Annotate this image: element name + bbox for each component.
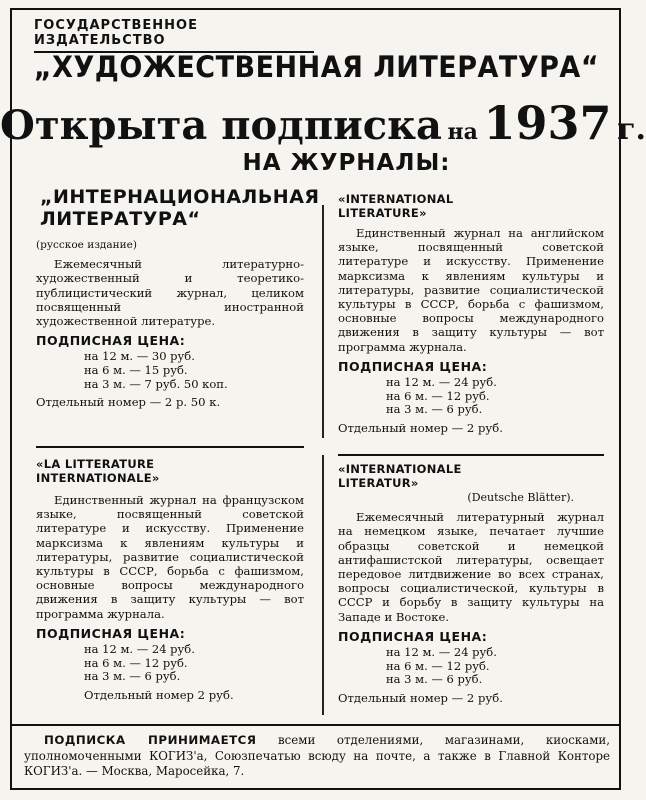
headline [0,96,646,150]
publisher-name: ГОСУДАРСТВЕННОЕ ИЗДАТЕЛЬСТВО [34,18,314,53]
footer-lead: ПОДПИСКА ПРИНИМАЕТСЯ [44,733,257,747]
price-heading: ПОДПИСНАЯ ЦЕНА: [338,628,488,644]
journal-description: Единственный журнал на французском языке, посвященный советской литературе и искусству. Применение марксизма к явлениям культуры и литературы, развитие социалистической культуры в СССР, борьба с фашизмом, основные вопросы международного движения в защиту культуры — вот программа журнала. [36,493,304,621]
journal-block [338,462,604,705]
single-issue-price: Отдельный номер 2 руб. [84,687,234,702]
price-heading: ПОДПИСНАЯ ЦЕНА: [36,625,186,641]
journal-title: «INTERNATIONALE LITERATUR» [338,462,462,490]
section-rule [338,454,604,456]
journal-description: Ежемесячный литературно-художественный и теоретико-публицистический журнал, целиком посвященный иностранной художественной литературе. [36,257,304,329]
headline-year: 1937 [483,96,612,150]
price-row: на 12 м. — 24 руб. [386,645,497,660]
price-row: на 3 м. — 6 руб. [386,672,483,687]
price-row: на 12 м. — 24 руб. [84,642,195,657]
journal-note: (русское издание) [36,239,137,251]
headline-on: на [447,119,478,145]
price-row: на 6 м. — 12 руб. [386,658,490,673]
journal-title: „ИНТЕРНАЦИОНАЛЬНАЯ ЛИТЕРАТУРА“ [40,186,320,230]
publishing-house-title: „ХУДОЖЕСТВЕННАЯ ЛИТЕРАТУРА“ [33,50,600,85]
section-rule [36,446,304,448]
price-row: на 3 м. — 7 руб. 50 коп. [84,376,228,391]
price-row: на 3 м. — 6 руб. [84,669,181,684]
journal-description: Ежемесячный литературный журнал на немецком языке, печатает лучшие образцы советской и немецкой антифашистской литературы, освещает передовое литдвижение во всех странах, вопросы социалистической, культуры в СССР и борьбу в защиту культуры на Западе и Востоке. [338,510,604,624]
price-row: на 12 м. — 30 руб. [84,349,195,364]
journal-note: (Deutsche Blätter). [467,491,574,504]
single-issue-price: Отдельный номер — 2 руб. [338,690,503,705]
column-divider [322,205,324,438]
footer-rule [12,724,619,726]
footer-text: всеми отделениями, магазинами, киосками, уполномоченными КОГИЗ'а, Союзпечатью всюду на почте, а также в Главной Конторе КОГИЗ'а. — Москва, Маросейка, 7. [24,733,611,778]
journal-block [36,457,304,702]
price-heading: ПОДПИСНАЯ ЦЕНА: [36,333,186,349]
price-row: на 3 м. — 6 руб. [386,402,483,417]
price-row: на 12 м. — 24 руб. [386,375,497,390]
journal-title: «LA LITTERATURE INTERNATIONALE» [36,457,160,485]
subscription-footer [24,733,610,780]
column-divider [322,455,324,715]
journal-block [36,186,320,410]
price-row: на 6 м. — 12 руб. [386,388,490,403]
headline-g: г. [617,112,646,147]
price-row: на 6 м. — 15 руб. [84,363,188,378]
single-issue-price: Отдельный номер — 2 р. 50 к. [36,395,221,410]
journals-heading: НА ЖУРНАЛЫ: [242,150,451,176]
journal-description: Единственный журнал на английском языке, посвященный советской литературе и искусству. Применение марксизма к явлениям культуры и литературы, развитие социалистической культуры в СССР, борьба с фашизмом, основные вопросы международного движения в защиту культуры — вот программа журнала. [338,226,604,354]
single-issue-price: Отдельный номер — 2 руб. [338,420,503,435]
price-row: на 6 м. — 12 руб. [84,655,188,670]
journal-title: «INTERNATIONAL LITERATURE» [338,192,454,220]
journal-block [338,192,604,435]
headline-main: Открыта подписка [0,102,442,149]
price-heading: ПОДПИСНАЯ ЦЕНА: [338,358,488,374]
